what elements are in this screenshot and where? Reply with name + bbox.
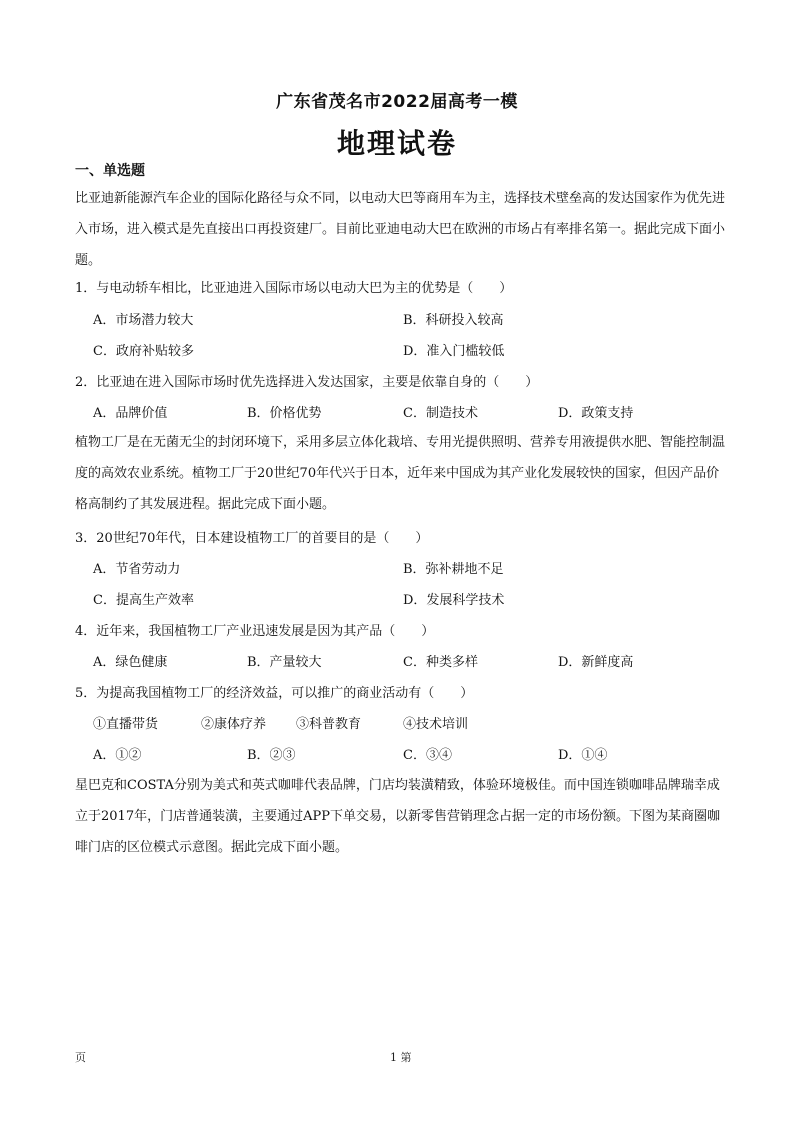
question-4-option-a[interactable]: A．绿色健康 xyxy=(93,655,168,670)
question-1-options xyxy=(93,311,733,331)
exam-subtitle: 广东省茂名市2022届高考一模 xyxy=(276,92,518,112)
passage-plant-factory: 植物工厂是在无菌无尘的封闭环境下，采用多层立体化栽培、专用光提供照明、营养专用液提供水肥、智能控制温度的高效农业系统。植物工厂于20世纪70年代兴于日本，近年来中国成为其产业化发展较快的国家，但因产品价格高制约了其发展进程。据此完成下面小题。 xyxy=(75,435,726,512)
question-5-item-2: ②康体疗养 xyxy=(201,717,267,732)
footer-page-number: 1 第 xyxy=(390,1051,412,1064)
question-3-option-c[interactable]: C．提高生产效率 xyxy=(93,593,194,608)
question-2-option-d[interactable]: D．政策支持 xyxy=(558,406,634,421)
question-2-option-b[interactable]: B．价格优势 xyxy=(247,406,322,421)
question-5-option-d[interactable]: D．①④ xyxy=(558,748,608,763)
question-1-stem: 1．与电动轿车相比，比亚迪进入国际市场以电动大巴为主的优势是（ ） xyxy=(75,281,513,296)
question-1-option-c[interactable]: C．政府补贴较多 xyxy=(93,344,194,359)
question-3-options-2 xyxy=(93,591,733,611)
question-5-item-1: ①直播带货 xyxy=(93,717,159,732)
question-3-options xyxy=(93,560,733,580)
question-4-option-b[interactable]: B．产量较大 xyxy=(247,655,322,670)
exam-title: 地理试卷 xyxy=(336,127,457,160)
footer-page-left: 页 xyxy=(75,1051,86,1064)
question-5-option-a[interactable]: A．①② xyxy=(93,748,142,763)
question-5-option-b[interactable]: B．②③ xyxy=(247,748,296,763)
question-3-option-a[interactable]: A．节省劳动力 xyxy=(93,562,181,577)
question-2-option-a[interactable]: A．品牌价值 xyxy=(93,406,168,421)
passage-coffee: 星巴克和COSTA分别为美式和英式咖啡代表品牌，门店均装潢精致，体验环境极佳。而中国连锁咖啡品牌瑞幸成立于2017年，门店普通装潢，主要通过APP下单交易，以新零售营销理念占据一定的市场份额。下图为某商圈咖啡门店的区位模式示意图。据此完成下面小题。 xyxy=(75,778,720,855)
question-5-option-c[interactable]: C．③④ xyxy=(403,748,452,763)
question-1-option-d[interactable]: D．准入门槛较低 xyxy=(403,344,505,359)
question-4-option-d[interactable]: D．新鲜度高 xyxy=(558,655,634,670)
question-5-item-3: ③科普教育 xyxy=(296,717,362,732)
section-heading: 一、单选题 xyxy=(75,163,145,179)
question-5-stem: 5．为提高我国植物工厂的经济效益，可以推广的商业活动有（ ） xyxy=(75,686,474,701)
question-5-options xyxy=(93,746,733,766)
question-4-option-c[interactable]: C．种类多样 xyxy=(403,655,478,670)
question-3-option-b[interactable]: B．弥补耕地不足 xyxy=(403,562,504,577)
question-1-option-a[interactable]: A．市场潜力较大 xyxy=(93,313,194,328)
question-3-option-d[interactable]: D．发展科学技术 xyxy=(403,593,505,608)
question-1-option-b[interactable]: B．科研投入较高 xyxy=(403,313,504,328)
question-5-item-4: ④技术培训 xyxy=(403,717,469,732)
question-2-options xyxy=(93,404,733,424)
question-4-options xyxy=(93,653,733,673)
question-5-items xyxy=(93,715,733,735)
question-2-option-c[interactable]: C．制造技术 xyxy=(403,406,478,421)
question-4-stem: 4．近年来，我国植物工厂产业迅速发展是因为其产品（ ） xyxy=(75,624,435,639)
question-3-stem: 3．20世纪70年代，日本建设植物工厂的首要目的是（ ） xyxy=(75,531,429,546)
passage-byd: 比亚迪新能源汽车企业的国际化路径与众不同，以电动大巴等商用车为主，选择技术壁垒高的发达国家作为优先进入市场，进入模式是先直接出口再投资建厂。目前比亚迪电动大巴在欧洲的市场占有率排名第一。据此完成下面小题。 xyxy=(75,191,726,268)
question-2-stem: 2．比亚迪在进入国际市场时优先选择进入发达国家，主要是依靠自身的（ ） xyxy=(75,375,539,390)
question-1-options-2 xyxy=(93,342,733,362)
